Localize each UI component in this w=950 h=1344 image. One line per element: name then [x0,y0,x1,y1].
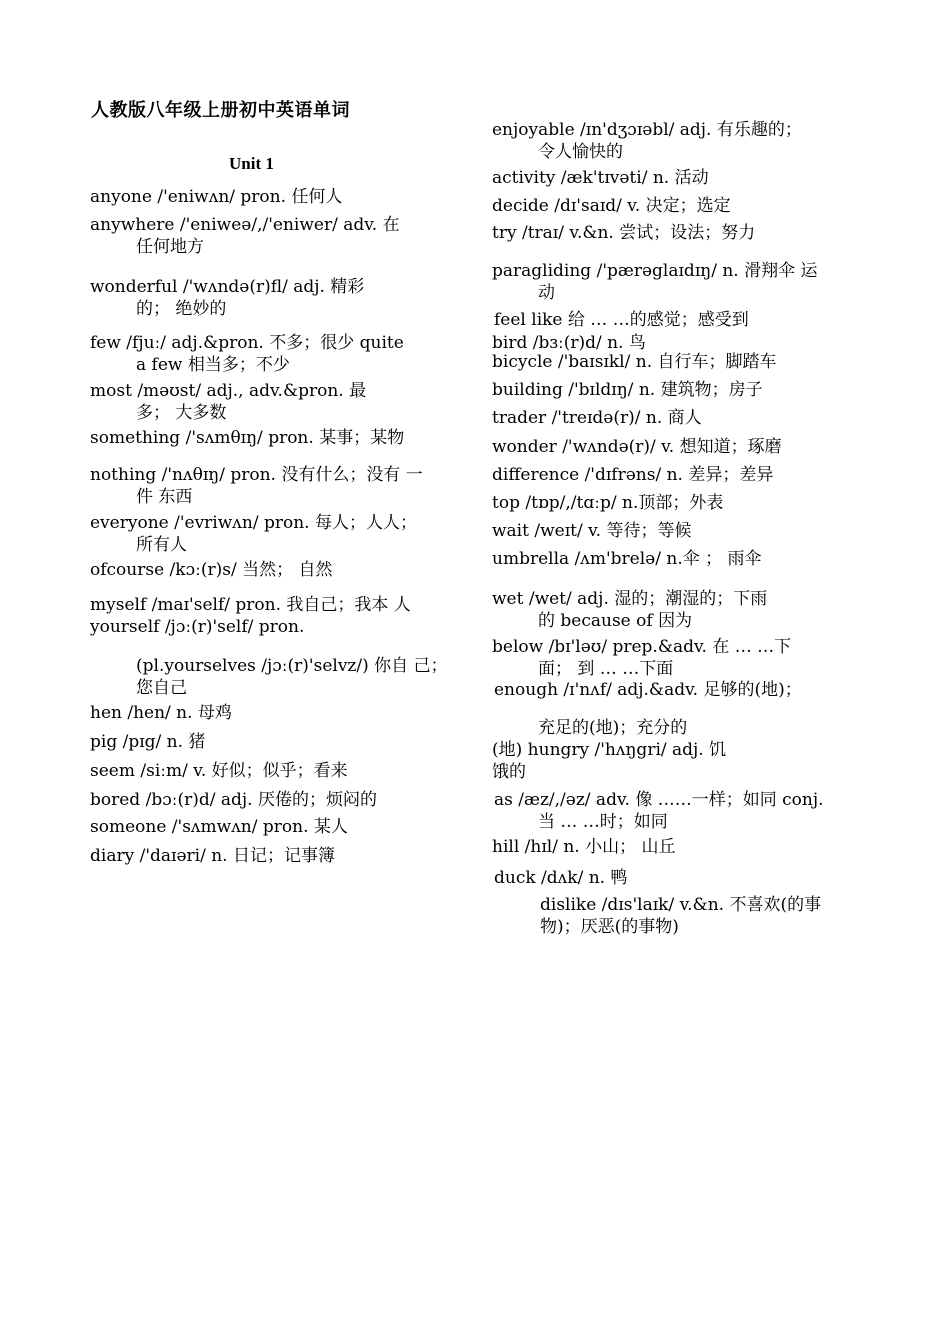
vocab-entry [90,816,440,838]
vocab-line: (pl.yourselves /jɔː(r)'selvz/) 你自 己； [136,656,448,676]
vocab-line: enough /ɪ'nʌf/ adj.&adv. 足够的(地)； [494,680,802,700]
vocab-entry [90,559,440,581]
vocab-line: building /'bɪldɪŋ/ n. 建筑物；房子 [492,380,763,400]
vocab-line: myself /maɪ'self/ pron. 我自己；我本 人 [90,595,411,615]
vocab-line: bored /bɔː(r)d/ adj. 厌倦的；烦闷的 [90,790,377,810]
vocab-line: 物)；厌恶(的事物) [540,917,679,937]
vocab-entry [492,588,842,632]
vocab-line: wonder /'wʌndə(r)/ v. 想知道；琢磨 [492,437,782,457]
vocab-line: anywhere /'eniweə/,/'eniwer/ adv. 在 [90,215,400,235]
vocab-line: wonderful /'wʌndə(r)fl/ adj. 精彩 [90,277,365,297]
vocab-line: bird /bɜː(r)d/ n. 鸟 [492,333,646,353]
vocab-entry [90,186,440,208]
vocab-line: try /traɪ/ v.&n. 尝试；设法；努力 [492,223,756,243]
vocab-line: 多； 大多数 [136,403,227,423]
vocab-line: trader /'treɪdə(r)/ n. 商人 [492,408,702,428]
vocab-line: top /tɒp/,/tɑːp/ n.顶部；外表 [492,493,724,513]
vocab-entry [90,845,440,867]
vocab-entry [492,464,842,486]
vocab-entry [492,894,842,938]
vocab-line: dislike /dɪs'laɪk/ v.&n. 不喜欢(的事 [540,895,822,915]
vocab-line: enjoyable /ɪn'dʒɔɪəbl/ adj. 有乐趣的； [492,120,802,140]
vocab-entry [90,214,440,258]
vocab-line: hill /hɪl/ n. 小山； 山丘 [492,837,676,857]
vocab-entry [492,167,842,189]
vocab-line: most /məʊst/ adj., adv.&pron. 最 [90,381,367,401]
vocab-line: bicycle /'baɪsɪkl/ n. 自行车；脚踏车 [492,352,777,372]
vocab-line: 件 东西 [136,487,193,507]
vocab-entry [492,379,842,401]
vocab-line: 当 … …时；如同 [538,812,668,832]
vocab-line: feel like 给 … …的感觉；感受到 [494,310,749,330]
vocab-entry [492,351,842,373]
vocab-entry [492,119,842,163]
vocab-line: someone /'sʌmwʌn/ pron. 某人 [90,817,348,837]
vocab-entry [90,702,440,724]
vocab-entry [492,492,842,514]
vocab-line: 您自己 [136,678,187,698]
vocab-entry [90,789,440,811]
vocab-line: decide /dɪ'saɪd/ v. 决定；选定 [492,196,731,216]
vocab-line: 动 [538,283,555,303]
vocab-line: as /æz/,/əz/ adv. 像 ……一样；如同 conj. [494,790,824,810]
vocab-line: difference /'dɪfrəns/ n. 差异；差异 [492,465,774,485]
vocab-line: everyone /'evriwʌn/ pron. 每人；人人； [90,513,417,533]
vocab-line: (地) hungry /'hʌŋgri/ adj. 饥 [492,740,727,760]
vocab-line: a few 相当多；不少 [136,355,290,375]
vocab-line: 饿的 [492,762,526,782]
vocab-line: umbrella /ʌm'brelə/ n.伞 ； 雨伞 [492,549,762,569]
vocab-entry [492,407,842,429]
vocab-entry [492,436,842,458]
vocab-entry [492,520,842,542]
vocab-entry [90,760,440,782]
vocab-line: nothing /'nʌθɪŋ/ pron. 没有什么；没有 一 [90,465,423,485]
vocab-entry [90,731,440,753]
vocab-entry [90,655,448,699]
vocab-line: wet /wet/ adj. 湿的；潮湿的；下雨 [492,589,768,609]
vocab-entry [492,717,842,783]
vocab-entry [492,260,842,304]
vocab-line: 面； 到 … …下面 [538,659,674,679]
vocab-entry [492,836,842,858]
vocab-line: ofcourse /kɔː(r)s/ 当然； 自然 [90,560,333,580]
vocab-line: duck /dʌk/ n. 鸭 [494,868,628,888]
vocab-entry [492,636,842,680]
vocab-line: 所有人 [136,535,187,555]
vocab-line: hen /hen/ n. 母鸡 [90,703,232,723]
vocab-entry [90,464,440,508]
vocab-entry [492,309,842,331]
vocab-line: yourself /jɔː(r)'self/ pron. [90,617,305,637]
vocab-entry [90,512,440,556]
vocab-line: anyone /'eniwʌn/ pron. 任何人 [90,187,343,207]
vocab-line: 令人愉快的 [538,142,623,162]
vocab-line: seem /siːm/ v. 好似；似乎；看来 [90,761,348,781]
vocab-line: paragliding /'pærəglaɪdɪŋ/ n. 滑翔伞 运 [492,261,818,281]
vocab-line: 的； 绝妙的 [136,299,227,319]
vocab-entry [492,222,842,244]
vocab-line: 的 because of 因为 [538,611,693,631]
vocab-entry [90,594,440,638]
vocab-line: 任何地方 [136,237,204,257]
vocab-line: activity /æk'tɪvəti/ n. 活动 [492,168,709,188]
document-title: 人教版八年级上册初中英语单词 [91,100,350,121]
vocab-entry [492,789,842,833]
vocab-line: below /bɪ'ləʊ/ prep.&adv. 在 … …下 [492,637,792,657]
vocab-line: 充足的(地)；充分的 [538,718,688,738]
vocab-entry [492,679,842,701]
vocab-entry [90,380,440,424]
vocab-entry [90,276,440,320]
vocab-entry [90,332,440,376]
vocab-entry [492,548,842,570]
vocab-entry [492,195,842,217]
vocab-entry [90,427,440,449]
vocab-entry [492,867,842,889]
vocab-line: few /fjuː/ adj.&pron. 不多；很少 quite [90,333,404,353]
unit-heading: Unit 1 [229,154,274,173]
vocab-line: wait /weɪt/ v. 等待；等候 [492,521,692,541]
vocab-line: pig /pɪg/ n. 猪 [90,732,206,752]
vocab-line: diary /'daɪəri/ n. 日记；记事簿 [90,846,335,866]
vocab-line: something /'sʌmθɪŋ/ pron. 某事；某物 [90,428,405,448]
